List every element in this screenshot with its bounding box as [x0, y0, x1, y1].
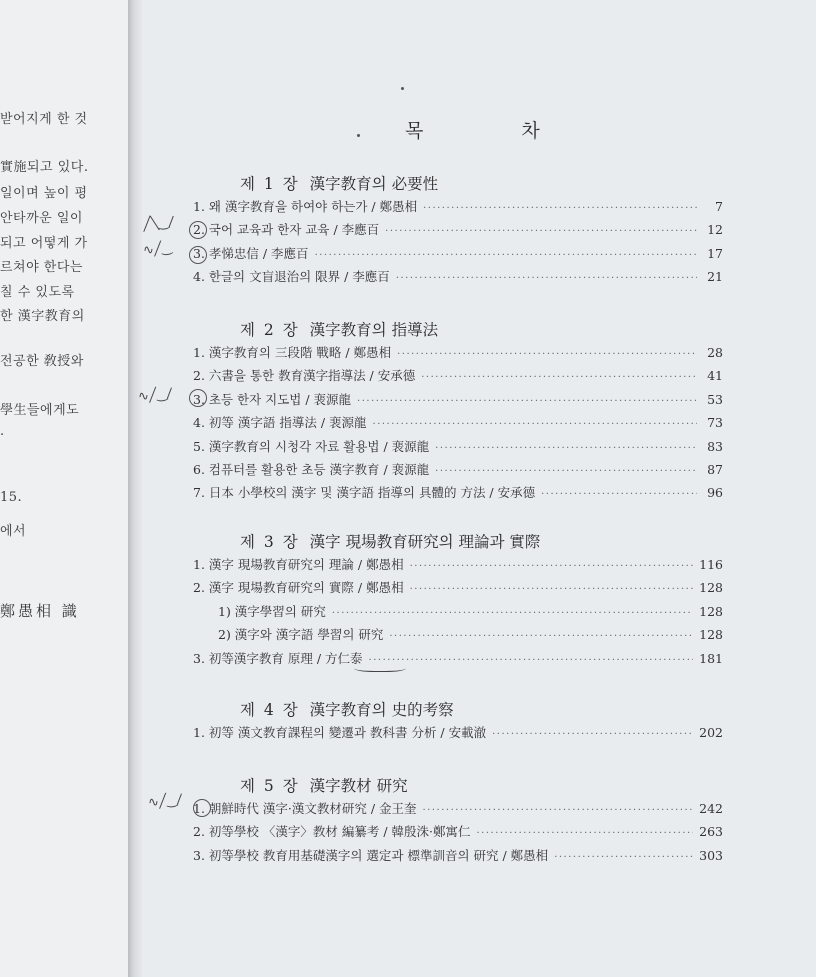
- toc-page-number: 83: [707, 438, 723, 454]
- toc-entry: [193, 413, 723, 433]
- handwritten-note: ∿╱‿: [142, 240, 173, 259]
- dot-leader: [421, 372, 697, 383]
- dot-leader: [410, 584, 694, 595]
- toc-entry: [193, 460, 723, 480]
- toc-entry: [193, 555, 723, 575]
- toc-entry: [193, 723, 723, 743]
- toc-page-number: 7: [715, 199, 723, 214]
- left-page-fragment: [0, 0, 132, 977]
- pencil-underline-mark: [354, 663, 406, 672]
- book-gutter: [128, 0, 142, 977]
- toc-page-number: 128: [699, 603, 723, 619]
- dot-leader: [357, 396, 697, 407]
- chapter-heading: [240, 318, 438, 340]
- pencil-circle-mark: [189, 221, 207, 239]
- handwritten-note: ╱╲‿∕: [142, 214, 175, 233]
- toc-entry-title: 1. 朝鮮時代 漢字·漢文教材研究 / 金王奎: [193, 801, 417, 816]
- toc-entry: [193, 343, 723, 363]
- dot-leader: [389, 631, 693, 642]
- toc-entry-title: 1) 漢字學習의 研究: [218, 603, 326, 619]
- page-title: 목 차: [405, 120, 586, 142]
- dot-leader: [396, 273, 697, 284]
- toc-entry-title: 2. 初等學校 〈漢字〉教材 編纂考 / 韓殷洙·鄭寓仁: [193, 824, 471, 840]
- toc-page-number: 28: [707, 345, 723, 360]
- preface-line: 전공한 敎授와: [0, 354, 84, 369]
- chapter-number: 제 2 장: [240, 321, 300, 339]
- toc-entry-title: 4. 한글의 文盲退治의 限界 / 李應百: [193, 269, 390, 285]
- toc-entry: [193, 366, 723, 386]
- toc-entry-title: 1. 初等 漢文教育課程의 變遷과 教科書 分析 / 安載澈: [193, 725, 487, 740]
- preface-line: 15.: [0, 490, 23, 505]
- preface-line: .: [0, 424, 5, 439]
- chapter-title: 漢字 現場教育研究의 理論과 實際: [309, 533, 541, 551]
- toc-entry: [193, 437, 723, 457]
- preface-line: 한 漢字教育의: [0, 309, 85, 324]
- toc-entry-title: 2) 漢字와 漢字語 學習의 研究: [218, 627, 384, 643]
- preface-line: 받어지게 한 것: [0, 112, 88, 127]
- chapter-title: 漢字教育의 指導法: [309, 321, 439, 339]
- toc-page-number: 263: [699, 824, 723, 840]
- dot-leader: [423, 203, 697, 214]
- dot-leader: [369, 655, 694, 666]
- toc-entry-title: 2. 六書을 통한 教育漢字指導法 / 安承德: [193, 368, 416, 384]
- pencil-circle-mark: [189, 389, 207, 407]
- toc-entry-title: 1. 왜 漢字教育을 하여야 하는가 / 鄭愚相: [193, 199, 418, 214]
- toc-page-number: 53: [707, 391, 723, 407]
- preface-line: 되고 어떻게 가: [0, 236, 88, 251]
- toc-entry: [193, 244, 723, 264]
- dot-leader: [332, 608, 693, 619]
- preface-line: 實施되고 있다.: [0, 160, 89, 175]
- toc-entry: [193, 822, 723, 842]
- toc-page-number: 96: [707, 485, 723, 501]
- toc-page-number: 202: [699, 725, 723, 740]
- toc-entry: [193, 483, 723, 503]
- dot-leader: [410, 561, 694, 572]
- toc-page-number: 128: [699, 627, 723, 643]
- chapter-title: 漢字教育의 史的考察: [309, 701, 454, 719]
- dot-leader: [541, 489, 697, 500]
- toc-entry-title: 6. 컴퓨터를 활용한 초등 漢字教育 / 裵源龍: [193, 462, 430, 477]
- preface-line: 에서: [0, 524, 27, 539]
- dot-leader: [476, 828, 693, 839]
- dot-leader: [315, 250, 697, 261]
- toc-entry: [218, 625, 723, 645]
- toc-entry: [193, 846, 723, 866]
- chapter-number: 제 4 장: [240, 701, 300, 719]
- toc-entry: [193, 267, 723, 287]
- toc-entry-title: 7. 日本 小學校의 漢字 및 漢字語 指導의 具體的 方法 / 安承德: [193, 485, 536, 501]
- toc-entry-title: 2. 국어 교육과 한자 교육 / 李應百: [193, 222, 380, 238]
- toc-entry-title: 3. 孝悌忠信 / 李應百: [193, 245, 309, 261]
- chapter-title: 漢字教育의 必要性: [309, 175, 439, 193]
- toc-entry-title: 3. 초등 한자 지도법 / 裵源龍: [193, 391, 352, 407]
- toc-page-number: 73: [707, 415, 723, 431]
- dot-leader: [385, 226, 697, 237]
- toc-page-number: 41: [707, 368, 723, 384]
- toc-entry: [193, 799, 723, 819]
- scan-speck: [401, 87, 404, 90]
- handwritten-note: ∿╱‿∕: [147, 792, 183, 811]
- preface-line: 學生들에게도: [0, 403, 80, 418]
- dot-leader: [554, 852, 693, 863]
- preface-line: 일이며 높이 평: [0, 186, 88, 201]
- toc-entry-title: 2. 漢字 現場教育研究의 實際 / 鄭愚相: [193, 580, 404, 596]
- pencil-circle-mark: [193, 799, 211, 817]
- chapter-title: 漢字教材 研究: [309, 777, 408, 795]
- toc-page-number: 128: [699, 580, 723, 596]
- chapter-heading: [240, 774, 408, 796]
- toc-page-number: 21: [707, 269, 723, 285]
- preface-line: 안타까운 일이: [0, 211, 83, 226]
- chapter-heading: [240, 172, 438, 194]
- toc-entry: [193, 578, 723, 598]
- toc-entry-title: 5. 漢字教育의 시청각 자료 활용법 / 裵源龍: [193, 438, 430, 454]
- chapter-number: 제 1 장: [240, 175, 300, 193]
- toc-entry-title: 4. 初等 漢字語 指導法 / 裵源龍: [193, 415, 367, 431]
- preface-line: 르쳐야 한다는: [0, 260, 83, 275]
- toc-entry-title: 3. 初等學校 教育用基礎漢字의 選定과 標準訓音의 研究 / 鄭愚相: [193, 847, 549, 863]
- toc-entry-title: 1. 漢字教育의 三段階 戰略 / 鄭愚相: [193, 345, 392, 360]
- toc-entry: [193, 390, 723, 410]
- chapter-heading: [240, 698, 454, 720]
- chapter-number: 제 5 장: [240, 777, 300, 795]
- chapter-heading: [240, 530, 540, 552]
- dot-leader: [397, 349, 697, 360]
- preface-signature: 鄭愚相 識: [0, 602, 80, 620]
- chapter-number: 제 3 장: [240, 533, 300, 551]
- pencil-circle-mark: [189, 246, 207, 264]
- toc-page-number: 242: [699, 801, 723, 816]
- toc-page-number: 87: [707, 462, 723, 477]
- toc-entry: [193, 197, 723, 217]
- toc-page-number: 303: [699, 847, 723, 863]
- scan-speck: [357, 134, 360, 137]
- dot-leader: [373, 419, 697, 430]
- toc-entry: [218, 602, 723, 622]
- preface-line: 칠 수 있도록: [0, 285, 75, 300]
- toc-page-number: 181: [699, 650, 723, 666]
- handwritten-note: ∿╱‿∕: [137, 386, 173, 405]
- dot-leader: [435, 443, 697, 454]
- dot-leader: [423, 805, 694, 816]
- toc-page-number: 17: [707, 245, 723, 261]
- dot-leader: [435, 466, 697, 477]
- toc-entry-title: 1. 漢字 現場教育研究의 理論 / 鄭愚相: [193, 557, 404, 572]
- toc-entry: [193, 220, 723, 240]
- toc-entry: [193, 649, 723, 669]
- toc-page-number: 116: [699, 557, 723, 572]
- dot-leader: [492, 729, 693, 740]
- toc-entry-title: 3. 初等漢字教育 原理 / 方仁泰: [193, 650, 363, 666]
- toc-page-number: 12: [707, 222, 723, 238]
